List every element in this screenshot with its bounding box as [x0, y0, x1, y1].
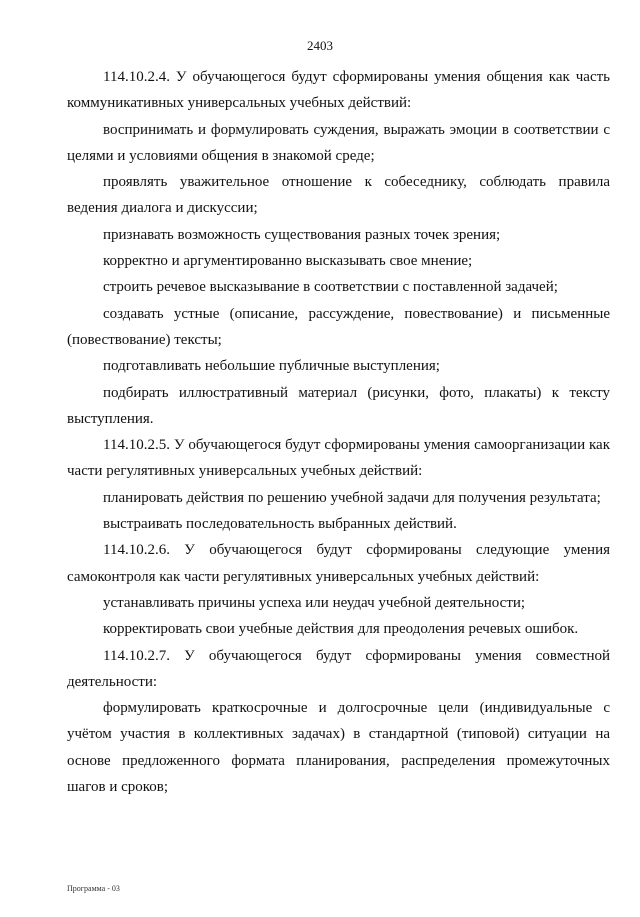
paragraph-section-114-10-2-6: 114.10.2.6. У обучающегося будут сформированы следующие умения самоконтроля как части регулятивных универсальных учебных действий:: [67, 542, 610, 585]
paragraph-item: формулировать краткосрочные и долгосрочные цели (индивидуальные с учётом участия в коллективных задачах) в стандартной (типовой) ситуации на основе предложенного формата планирования, распределения промежуточных шагов и сроков;: [67, 700, 610, 796]
paragraph-item: признавать возможность существования разных точек зрения;: [103, 226, 501, 243]
paragraph-item: корректно и аргументированно высказывать свое мнение;: [103, 253, 473, 270]
paragraph-item: строить речевое высказывание в соответствии с поставленной задачей;: [103, 279, 558, 296]
paragraph-item: создавать устные (описание, рассуждение, повествование) и письменные (повествование) тексты;: [67, 305, 610, 348]
paragraph-item: подготавливать небольшие публичные выступления;: [103, 358, 440, 375]
paragraph-section-114-10-2-4: 114.10.2.4. У обучающегося будут сформированы умения общения как часть коммуникативных универсальных учебных действий:: [67, 69, 610, 112]
footer-program-label: Программа - 03: [67, 884, 120, 893]
paragraph-item: устанавливать причины успеха или неудач учебной деятельности;: [103, 594, 526, 611]
paragraph-item: воспринимать и формулировать суждения, выражать эмоции в соответствии с целями и условиями общения в знакомой среде;: [67, 121, 610, 164]
paragraph-item: подбирать иллюстративный материал (рисунки, фото, плакаты) к тексту выступления.: [67, 384, 610, 427]
paragraph-item: проявлять уважительное отношение к собеседнику, соблюдать правила ведения диалога и дискуссии;: [67, 174, 610, 217]
paragraph-item: выстраивать последовательность выбранных действий.: [103, 516, 457, 533]
document-body: [67, 64, 610, 800]
paragraph-item: планировать действия по решению учебной задачи для получения результата;: [103, 489, 601, 506]
page-number: 2403: [307, 38, 333, 53]
paragraph-section-114-10-2-7: 114.10.2.7. У обучающегося будут сформированы умения совместной деятельности:: [67, 647, 610, 690]
paragraph-item: корректировать свои учебные действия для преодоления речевых ошибок.: [103, 621, 579, 638]
paragraph-section-114-10-2-5: 114.10.2.5. У обучающегося будут сформированы умения самоорганизации как части регулятивных универсальных учебных действий:: [67, 437, 610, 480]
